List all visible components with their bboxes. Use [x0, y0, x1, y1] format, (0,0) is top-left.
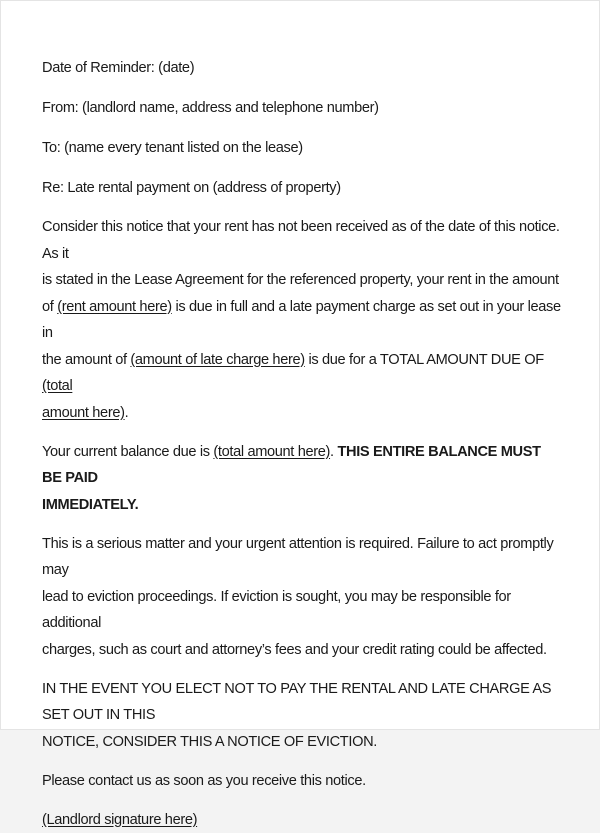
- notice-line: [42, 294, 562, 347]
- notice-line: is stated in the Lease Agreement for the referenced property, your rent in the amount: [42, 267, 562, 294]
- total-amount-placeholder: amount here): [42, 405, 125, 421]
- serious-line: This is a serious matter and your urgent attention is required. Failure to act promptly may: [42, 531, 562, 584]
- eviction-paragraph: [42, 676, 562, 756]
- serious-line: lead to eviction proceedings. If eviction is sought, you may be responsible for additional: [42, 584, 562, 637]
- serious-paragraph: [42, 531, 562, 664]
- from-line: From: (landlord name, address and telephone number): [42, 95, 562, 122]
- signature-placeholder: (Landlord signature here): [42, 807, 562, 833]
- balance-paragraph: [42, 439, 562, 519]
- total-amount-placeholder: (total: [42, 378, 72, 394]
- balance-text: .: [330, 444, 337, 460]
- rent-amount-placeholder: (rent amount here): [57, 299, 172, 315]
- eviction-line: NOTICE, CONSIDER THIS A NOTICE OF EVICTION.: [42, 729, 562, 756]
- balance-total-placeholder: (total amount here): [213, 444, 330, 460]
- notice-text: is due in full and a late payment charge as set out in your lease in: [42, 299, 561, 342]
- balance-text: Your current balance due is: [42, 444, 213, 460]
- contact-line: Please contact us as soon as you receive this notice.: [42, 768, 562, 795]
- notice-paragraph: [42, 214, 562, 426]
- date-line: Date of Reminder: (date): [42, 55, 562, 82]
- late-charge-placeholder: (amount of late charge here): [130, 352, 304, 368]
- notice-text: .: [125, 405, 129, 421]
- notice-line: [42, 400, 562, 427]
- notice-line: Consider this notice that your rent has not been received as of the date of this notice. As it: [42, 214, 562, 267]
- balance-warning: IMMEDIATELY.: [42, 492, 562, 519]
- eviction-line: IN THE EVENT YOU ELECT NOT TO PAY THE RENTAL AND LATE CHARGE AS SET OUT IN THIS: [42, 676, 562, 729]
- notice-text: the amount of: [42, 352, 130, 368]
- notice-text: of: [42, 299, 57, 315]
- notice-line: [42, 347, 562, 400]
- balance-warning: THIS ENTIRE BALANCE MUST BE PAID: [42, 444, 541, 487]
- letter-body: [42, 55, 562, 833]
- notice-text: is due for a TOTAL AMOUNT DUE OF: [305, 352, 544, 368]
- balance-line: [42, 439, 562, 492]
- serious-line: charges, such as court and attorney’s fees and your credit rating could be affected.: [42, 637, 562, 664]
- re-line: Re: Late rental payment on (address of property): [42, 175, 562, 202]
- to-line: To: (name every tenant listed on the lease): [42, 135, 562, 162]
